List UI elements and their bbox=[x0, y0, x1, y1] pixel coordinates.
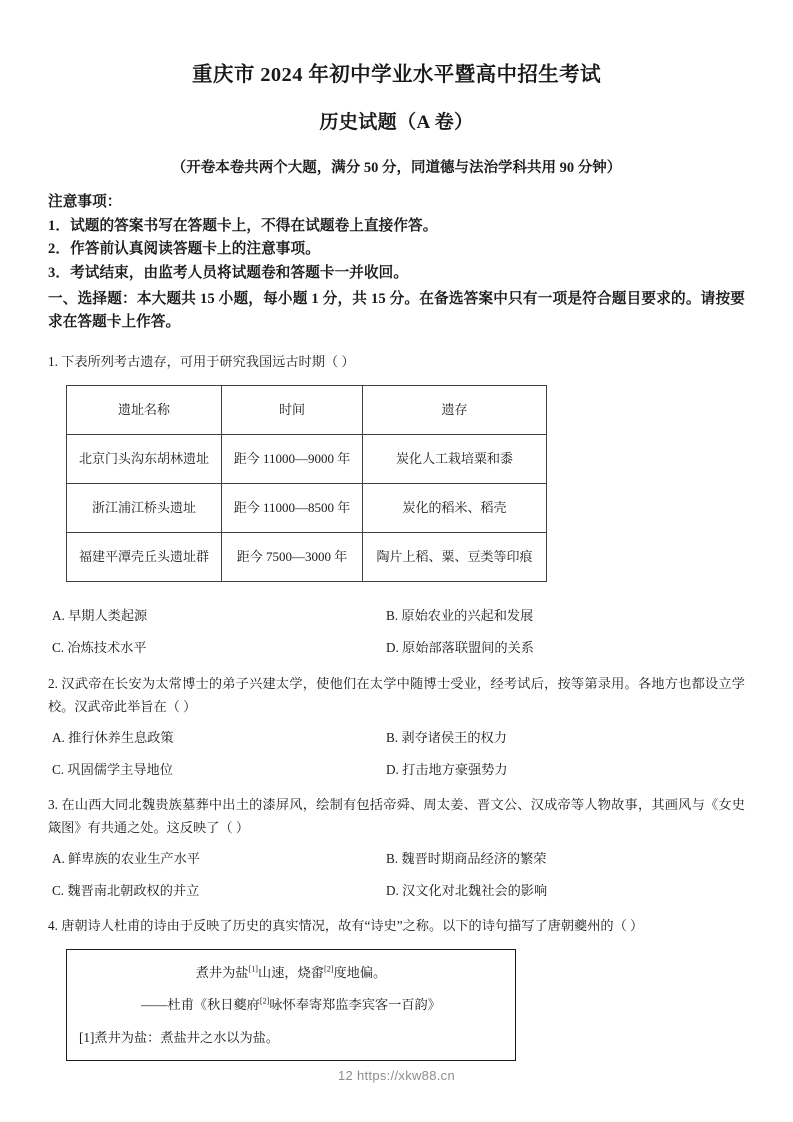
attribution-text-after: 咏怀奉寄郑监李宾客一百韵》 bbox=[269, 996, 441, 1012]
table-cell-site-name: 福建平潭壳丘头遗址群 bbox=[67, 533, 222, 582]
notice-item-2: 2．作答前认真阅读答题卡上的注意事项。 bbox=[48, 241, 320, 258]
table-row bbox=[67, 484, 547, 533]
notice-item-1: 1．试题的答案书写在答题卡上，不得在试题卷上直接作答。 bbox=[48, 217, 438, 234]
footnote-marker-1: [1] bbox=[248, 964, 259, 974]
archaeology-evidence-table bbox=[66, 385, 547, 582]
question-4-stem: 4. 唐朝诗人杜甫的诗由于反映了历史的真实情况，故有“诗史”之称。以下的诗句描写了唐朝夔州的（ ） bbox=[48, 918, 644, 934]
exam-meta-line: （开卷本卷共两个大题，满分 50 分，同道德与法治学科共用 90 分钟） bbox=[171, 160, 622, 177]
question-1-option-d[interactable]: D. 原始部落联盟间的关系 bbox=[386, 639, 534, 655]
table-cell-time: 距今 11000—8500 年 bbox=[222, 484, 363, 533]
notice-block bbox=[48, 178, 745, 286]
question-1-stem: 1. 下表所列考古遗存，可用于研究我国远古时期（ ） bbox=[48, 354, 355, 370]
question-1-table-wrap bbox=[48, 373, 745, 582]
question-2-options bbox=[48, 718, 745, 780]
question-3-option-a[interactable]: A. 鲜卑族的农业生产水平 bbox=[52, 851, 200, 867]
question-1-options-row-ab bbox=[48, 606, 745, 637]
table-header-time: 时间 bbox=[222, 386, 363, 435]
footnote-marker-3: [2] bbox=[259, 996, 270, 1006]
question-3-options bbox=[48, 839, 745, 901]
question-2-stem: 2. 汉武帝在长安为太常博士的弟子兴建太学，使他们在太学中随博士受业，经考试后，按等第录用。各地方也都设立学校。汉武帝此举旨在（ ） bbox=[48, 676, 745, 715]
question-1-option-a[interactable]: A. 早期人类起源 bbox=[52, 608, 148, 624]
table-cell-time: 距今 11000—9000 年 bbox=[222, 435, 363, 484]
table-header-row bbox=[67, 386, 547, 435]
question-3-option-d[interactable]: D. 汉文化对北魏社会的影响 bbox=[386, 882, 548, 898]
poem-text-before: 煮井为盐 bbox=[195, 965, 249, 981]
question-3-option-c[interactable]: C. 魏晋南北朝政权的并立 bbox=[52, 882, 200, 898]
question-3-options-row-ab bbox=[48, 849, 745, 880]
question-1-options-row-cd bbox=[48, 638, 745, 658]
question-2-option-b[interactable]: B. 剥夺诸侯王的权力 bbox=[386, 730, 507, 746]
table-cell-time: 距今 7500—3000 年 bbox=[222, 533, 363, 582]
question-2-options-row-ab bbox=[48, 728, 745, 759]
section-one-heading: 一、选择题：本大题共 15 小题，每小题 1 分，共 15 分。在备选答案中只有一项是符合题目要求的。请按要求在答题卡上作答。 bbox=[48, 290, 745, 331]
poem-attribution bbox=[79, 984, 503, 1015]
page-subtitle: 历史试题（A 卷） bbox=[319, 111, 474, 133]
table-cell-remains: 陶片上稻、粟、豆类等印痕 bbox=[363, 533, 547, 582]
poem-line bbox=[79, 963, 503, 983]
question-1-options bbox=[48, 582, 745, 658]
question-3-stem: 3. 在山西大同北魏贵族墓葬中出土的漆屏风，绘制有包括帝舜、周太姜、晋文公、汉成帝等人物故事，其画风与《女史箴图》有共通之处。这反映了（ ） bbox=[48, 797, 745, 836]
page-title: 重庆市 2024 年初中学业水平暨高中招生考试 bbox=[192, 64, 601, 86]
question-2-option-c[interactable]: C. 巩固儒学主导地位 bbox=[52, 761, 173, 777]
question-2-option-a[interactable]: A. 推行休养生息政策 bbox=[52, 730, 174, 746]
table-header-remains: 遗存 bbox=[363, 386, 547, 435]
table-header-site-name: 遗址名称 bbox=[67, 386, 222, 435]
page-footer-watermark: 12 https://xkw88.cn bbox=[338, 1068, 455, 1083]
question-1-option-c[interactable]: C. 冶炼技术水平 bbox=[52, 639, 147, 655]
notice-heading: 注意事项： bbox=[48, 194, 122, 211]
question-3-options-row-cd bbox=[48, 881, 745, 901]
footnote-marker-2: [2] bbox=[323, 964, 334, 974]
table-cell-remains: 炭化人工栽培粟和黍 bbox=[363, 435, 547, 484]
table-cell-remains: 炭化的稻米、稻壳 bbox=[363, 484, 547, 533]
table-cell-site-name: 浙江浦江桥头遗址 bbox=[67, 484, 222, 533]
table-row bbox=[67, 533, 547, 582]
poem-footnote: [1]煮井为盐：煮盐井之水以为盐。 bbox=[79, 1030, 280, 1046]
question-3-option-b[interactable]: B. 魏晋时期商品经济的繁荣 bbox=[386, 851, 547, 867]
question-4-source-box bbox=[66, 949, 516, 1060]
poem-text-after: 度地偏。 bbox=[333, 965, 387, 981]
notice-item-3: 3．考试结束，由监考人员将试题卷和答题卡一并收回。 bbox=[48, 265, 409, 282]
table-row bbox=[67, 435, 547, 484]
poem-text-mid: 山速，烧畬 bbox=[258, 965, 324, 981]
attribution-text-before: ——杜甫《秋日夔府 bbox=[141, 996, 260, 1012]
table-cell-site-name: 北京门头沟东胡林遗址 bbox=[67, 435, 222, 484]
question-2-option-d[interactable]: D. 打击地方豪强势力 bbox=[386, 761, 508, 777]
question-1-option-b[interactable]: B. 原始农业的兴起和发展 bbox=[386, 608, 534, 624]
question-2-options-row-cd bbox=[48, 760, 745, 780]
